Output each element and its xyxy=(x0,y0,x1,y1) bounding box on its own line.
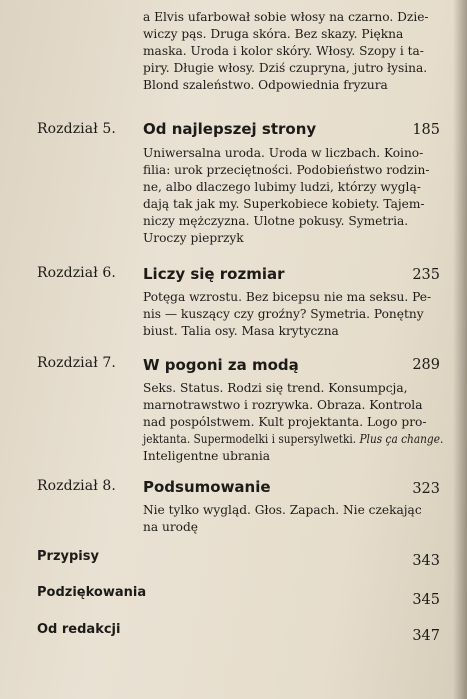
desc-line: dają tak jak my. Superkobiece kobiety. Tajem- xyxy=(143,197,425,211)
desc-line: Seks. Status. Rodzi się trend. Konsumpcja, xyxy=(143,381,408,395)
desc-line xyxy=(143,431,444,448)
desc-line: na urodę xyxy=(143,520,199,534)
notes-page: 343 xyxy=(412,553,440,569)
desc-line-text: jektanta. Supermodelki i supersylwetki. xyxy=(143,432,360,446)
desc-line: Blond szaleństwo. Odpowiednia fryzura xyxy=(143,78,388,92)
notes-title: Przypisy xyxy=(37,549,99,564)
acknowledgements-title: Podziękowania xyxy=(37,585,147,600)
desc-line: Uniwersalna uroda. Uroda w liczbach. Koino- xyxy=(143,146,424,160)
chapter-7-label: Rozdział 7. xyxy=(37,355,116,371)
editorial-note-page: 347 xyxy=(412,628,440,644)
desc-line: Nie tylko wygląd. Głos. Zapach. Nie czekając xyxy=(143,503,422,517)
chapter-5-title: Od najlepszej strony xyxy=(143,120,317,138)
desc-line: filia: urok przeciętności. Podobieństwo rodzin- xyxy=(143,163,430,177)
chapter-8-page: 323 xyxy=(412,481,440,497)
desc-line: marnotrawstwo i rozrywka. Obraza. Kontrola xyxy=(143,398,423,412)
chapter-5-label: Rozdział 5. xyxy=(37,121,116,137)
chapter-6-page: 235 xyxy=(412,267,440,283)
chapter-7-title: W pogoni za modą xyxy=(143,356,299,374)
desc-line: ne, albo dlaczego lubimy ludzi, którzy wyglą- xyxy=(143,180,421,194)
desc-italic-text: Plus ça change. xyxy=(359,432,444,446)
desc-line: nad pospólstwem. Kult projektanta. Logo pro- xyxy=(143,415,427,429)
desc-line: niczy mężczyzna. Ulotne pokusy. Symetria. xyxy=(143,214,409,228)
chapter-8-title: Podsumowanie xyxy=(143,478,271,496)
desc-line: Uroczy pieprzyk xyxy=(143,231,244,245)
acknowledgements-page: 345 xyxy=(412,592,440,608)
desc-line: Potęga wzrostu. Bez bicepsu nie ma seksu. Pe- xyxy=(143,290,432,304)
desc-line: a Elvis ufarbował sobie włosy na czarno. Dzie- xyxy=(143,10,429,24)
desc-line: maska. Uroda i kolor skóry. Włosy. Szopy i ta- xyxy=(143,44,424,58)
chapter-6-title: Liczy się rozmiar xyxy=(143,265,285,283)
chapter-7-description xyxy=(143,380,443,465)
desc-line: Inteligentne ubrania xyxy=(143,449,271,463)
chapter-4-description xyxy=(143,9,443,94)
chapter-6-label: Rozdział 6. xyxy=(37,265,116,281)
editorial-note-title: Od redakcji xyxy=(37,622,121,637)
chapter-7-page: 289 xyxy=(412,357,440,373)
chapter-8-label: Rozdział 8. xyxy=(37,478,116,494)
desc-line: biust. Talia osy. Masa krytyczna xyxy=(143,324,339,338)
chapter-5-description xyxy=(143,145,443,247)
chapter-8-description xyxy=(143,502,443,536)
desc-line: nis — kuszący czy groźny? Symetria. Ponętny xyxy=(143,307,424,321)
desc-line: piry. Długie włosy. Dziś czupryna, jutro łysina. xyxy=(143,61,428,75)
chapter-5-page: 185 xyxy=(412,122,440,138)
chapter-6-description xyxy=(143,289,443,340)
desc-line: wiczy pąs. Druga skóra. Bez skazy. Piękna xyxy=(143,27,404,41)
